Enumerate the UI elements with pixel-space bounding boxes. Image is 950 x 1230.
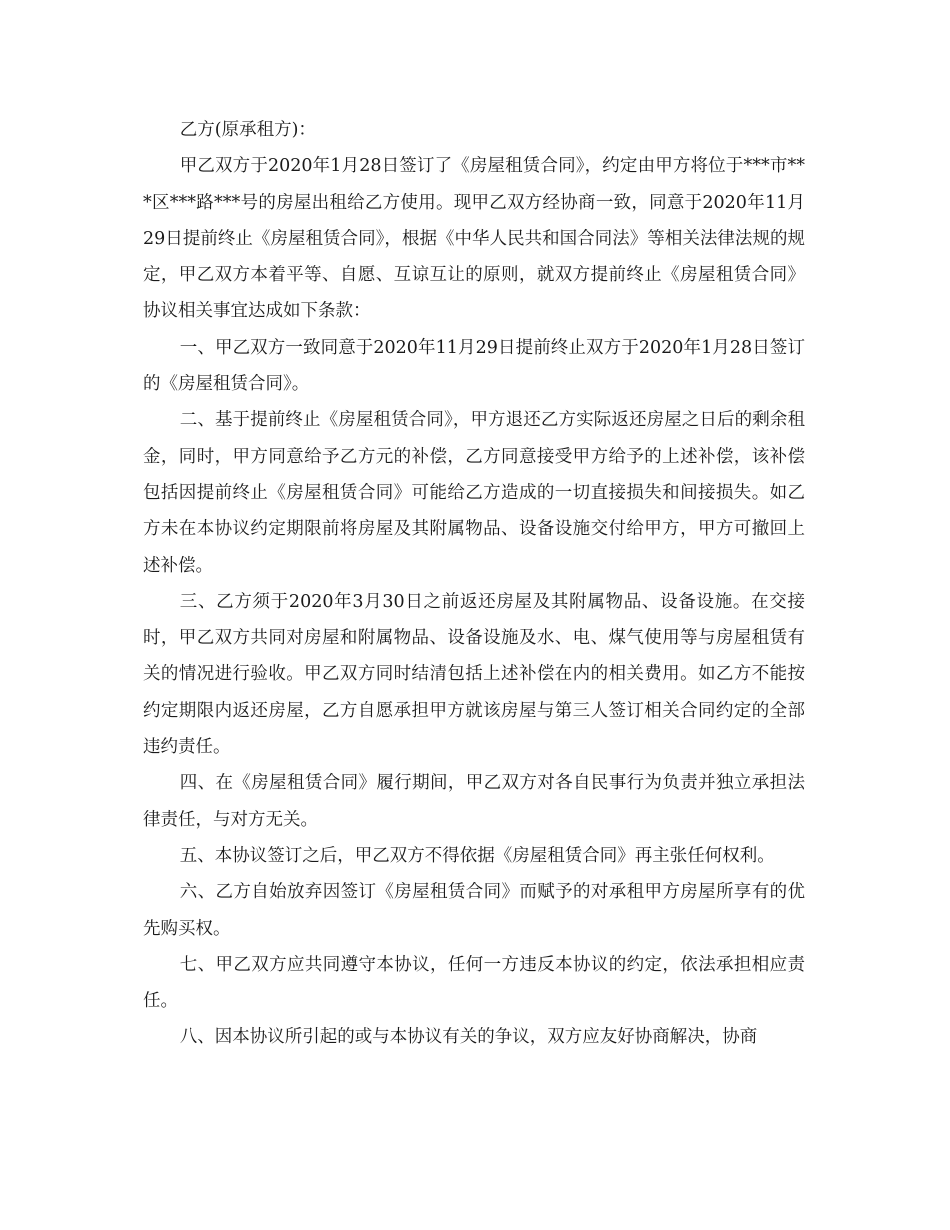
clause-2: 二、基于提前终止《房屋租赁合同》，甲方退还乙方实际返还房屋之日后的剩余租金，同时，甲方同意给予乙方元的补偿，乙方同意接受甲方给予的上述补偿，该补偿包括因提前终止《房屋租赁合同》可能给乙方造成的一切直接损失和间接损失。如乙方未在本协议约定期限前将房屋及其附属物品、设备设施交付给甲方，甲方可撤回上述补偿。 bbox=[143, 410, 805, 576]
preamble-paragraph: 甲乙双方于2020年1月28日签订了《房屋租赁合同》，约定由甲方将位于***市***区***路***号的房屋出租给乙方使用。现甲乙双方经协商一致，同意于2020年11月29日提前终止《房屋租赁合同》，根据《中华人民共和国合同法》等相关法律法规的规定，甲乙双方本着平等、自愿、互谅互让的原则，就双方提前终止《房屋租赁合同》协议相关事宜达成如下条款： bbox=[143, 156, 805, 322]
document-body bbox=[143, 112, 805, 1056]
clause-3: 三、乙方须于2020年3月30日之前返还房屋及其附属物品、设备设施。在交接时，甲乙双方共同对房屋和附属物品、设备设施及水、电、煤气使用等与房屋租赁有关的情况进行验收。甲乙双方同时结清包括上述补偿在内的相关费用。如乙方不能按约定期限内返还房屋，乙方自愿承担甲方就该房屋与第三人签订相关合同约定的全部违约责任。 bbox=[143, 591, 805, 758]
clause-5: 五、本协议签订之后，甲乙双方不得依据《房屋租赁合同》再主张任何权利。 bbox=[179, 845, 775, 866]
party-b-line: 乙方(原承租方)： bbox=[179, 120, 316, 140]
clause-7: 七、甲乙双方应共同遵守本协议，任何一方违反本协议的约定，依法承担相应责任。 bbox=[143, 954, 805, 1012]
clause-6: 六、乙方自始放弃因签订《房屋租赁合同》而赋予的对承租甲方房屋所享有的优先购买权。 bbox=[143, 882, 805, 939]
clause-1: 一、甲乙双方一致同意于2020年11月29日提前终止双方于2020年1月28日签订的《房屋租赁合同》。 bbox=[143, 337, 805, 395]
clause-8: 八、因本协议所引起的或与本协议有关的争议，双方应友好协商解决，协商 bbox=[179, 1027, 758, 1048]
clause-4: 四、在《房屋租赁合同》履行期间，甲乙双方对各自民事行为负责并独立承担法律责任，与对方无关。 bbox=[143, 773, 805, 830]
